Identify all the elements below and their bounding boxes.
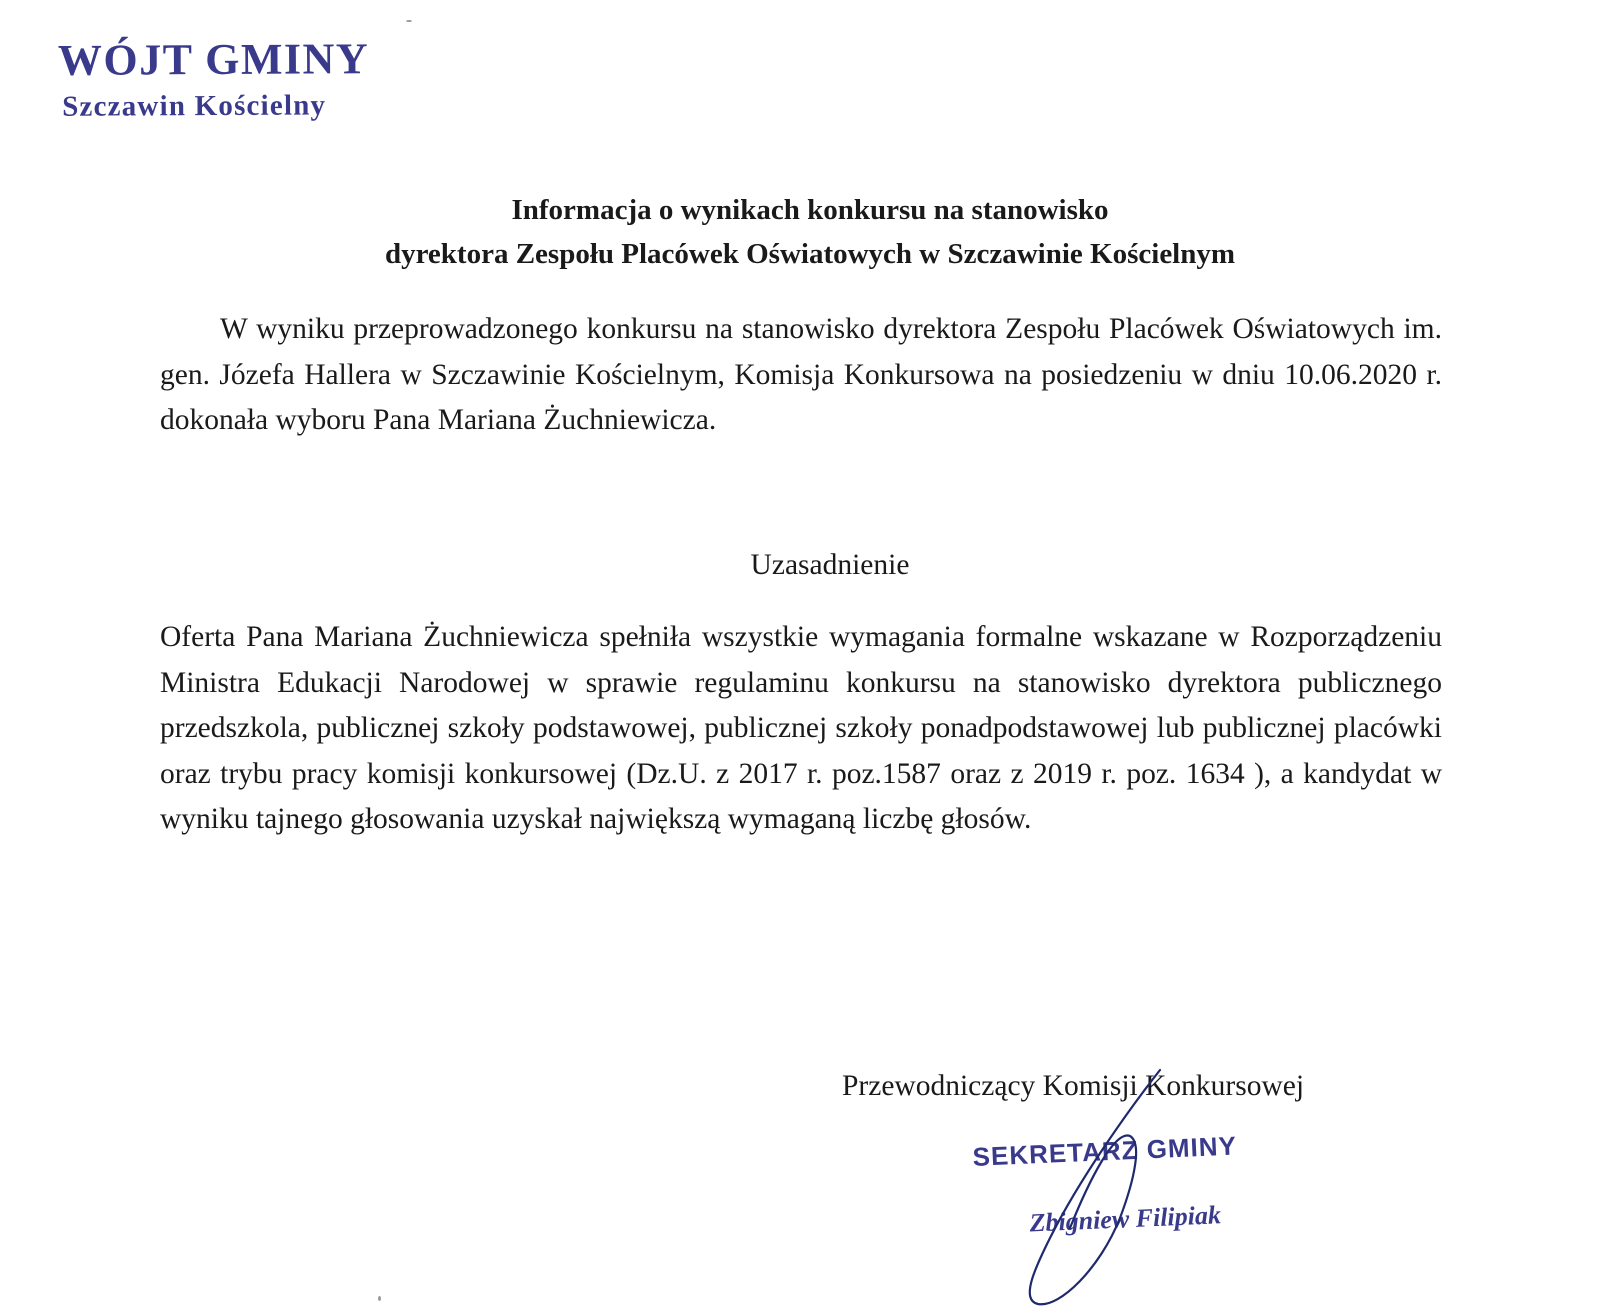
chairman-signoff: Przewodniczący Komisji Konkursowej bbox=[842, 1070, 1305, 1102]
justification-paragraph: Oferta Pana Mariana Żuchniewicza spełniła wszystkie wymagania formalne wskazane w Rozporządzeniu Ministra Edukacji Narodowej w sprawie regulaminu konkursu na stanowisko dyrektora publicznego przedszkola, publicznej szkoły podstawowej, publicznej szkoły ponadpodstawowej lub publicznej placówki oraz trybu pracy komisji konkursowej (Dz.U. z 2017 r. poz.1587 oraz z 2019 r. poz. 1634 ), a kandydat w wyniku tajnego głosowania uzyskał największą wymaganą liczbę głosów. bbox=[160, 621, 1442, 835]
letterhead-office: WÓJT GMINY bbox=[57, 34, 370, 85]
scan-speck bbox=[406, 20, 412, 22]
secretary-stamp-name: Zbigniew Filipiak bbox=[1028, 1200, 1222, 1238]
document-title bbox=[160, 188, 1460, 276]
letterhead-municipality: Szczawin Kościelny bbox=[62, 89, 327, 123]
scan-speck bbox=[378, 1296, 381, 1301]
justification-heading: Uzasadnienie bbox=[750, 549, 910, 581]
document-title-line1: Informacja o wynikach konkursu na stanowisko bbox=[511, 194, 1109, 226]
result-paragraph: W wyniku przeprowadzonego konkursu na stanowisko dyrektora Zespołu Placówek Oświatowych im. gen. Józefa Hallera w Szczawinie Kościelnym, Komisja Konkursowa na posiedzeniu w dniu 10.06.2020 r. dokonała wyboru Pana Mariana Żuchniewicza. bbox=[160, 313, 1442, 436]
handwritten-signature bbox=[1010, 1068, 1180, 1308]
secretary-stamp-title: SEKRETARZ GMINY bbox=[972, 1130, 1238, 1172]
document-title-line2: dyrektora Zespołu Placówek Oświatowych w Szczawinie Kościelnym bbox=[384, 238, 1236, 270]
signature-stroke bbox=[1030, 1070, 1160, 1304]
letterhead-stamp bbox=[58, 33, 370, 125]
